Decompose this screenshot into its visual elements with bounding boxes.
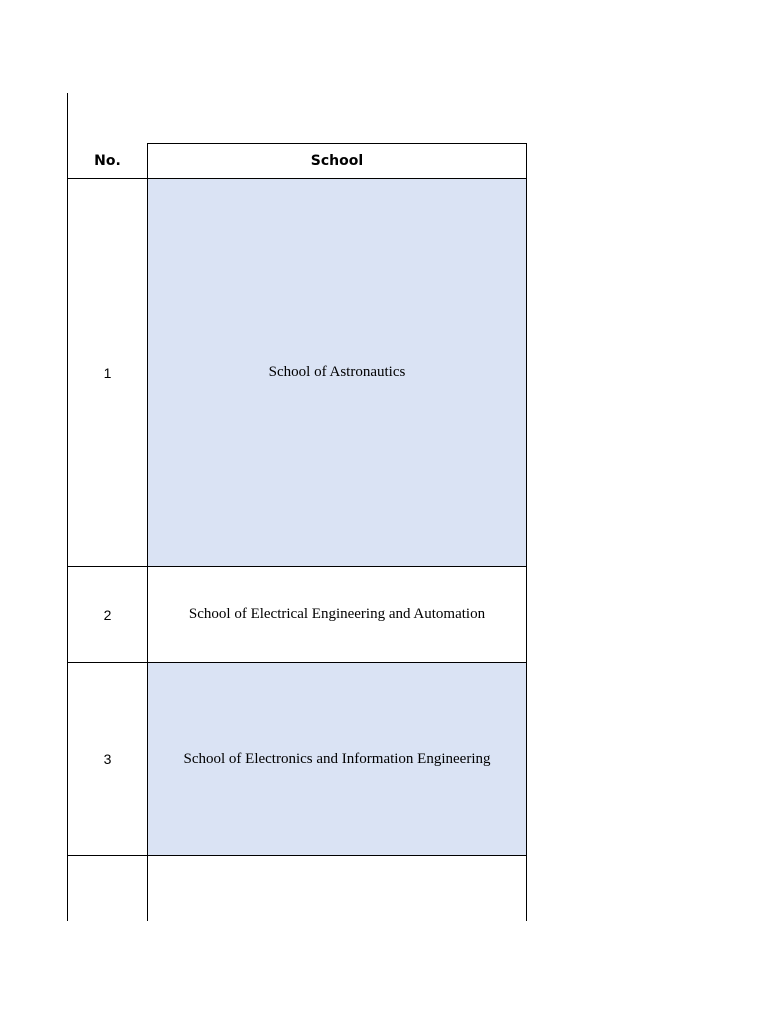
row-2-school: School of Electrical Engineering and Automation [188, 606, 486, 622]
table-right-border [526, 143, 527, 921]
row-1-number: 1 [103, 364, 112, 381]
row-4-school [148, 856, 526, 921]
row-3-school: School of Electronics and Information Engineering [183, 750, 491, 767]
row-3-number: 3 [103, 751, 112, 767]
row-2-number: 2 [103, 606, 112, 623]
row-1-school: School of Astronautics [268, 364, 406, 380]
header-school: School [310, 153, 364, 169]
row-4-number [68, 856, 147, 921]
header-no: No. [94, 153, 121, 169]
